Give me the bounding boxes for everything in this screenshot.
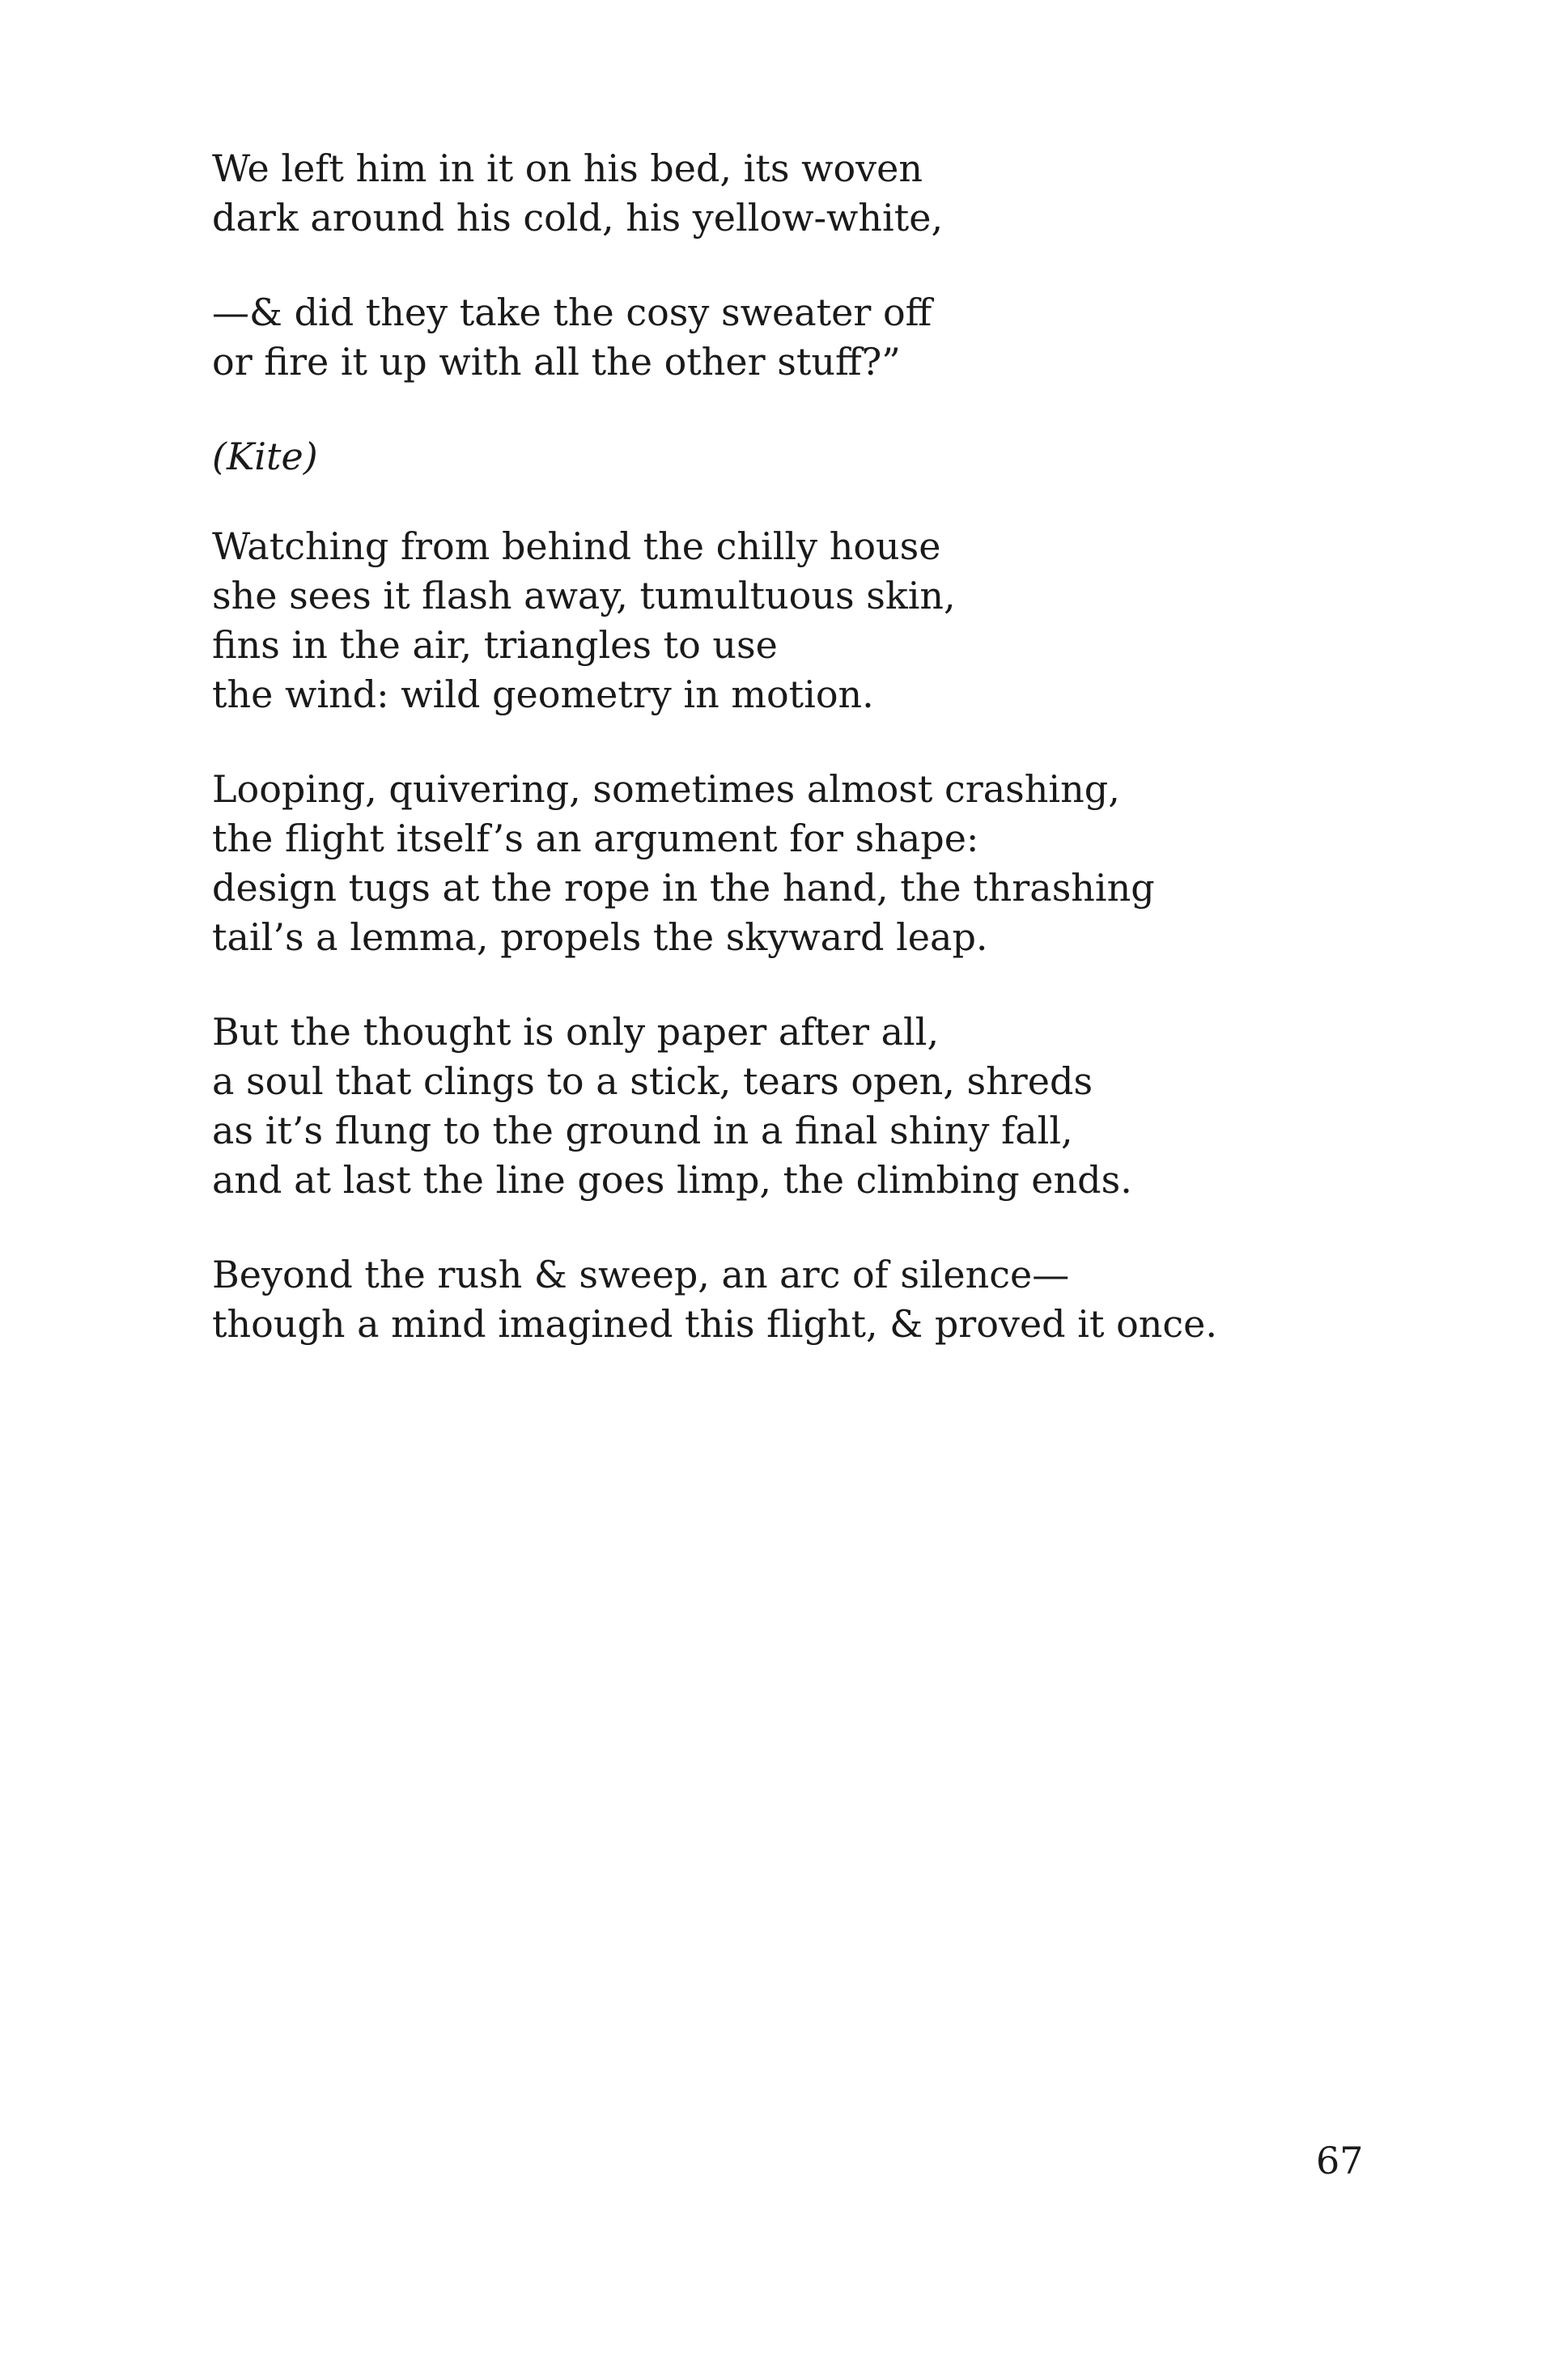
stanza-4 [212,765,1458,962]
poem-line: dark around his cold, his yellow-white, [212,196,944,240]
poem-line: a soul that clings to a stick, tears open, shreds [212,1059,1093,1103]
poem-line: though a mind imagined this flight, & proved it once. [212,1302,1217,1346]
poem-line: tail’s a lemma, propels the skyward leap. [212,915,988,959]
stanza-3 [212,522,1458,719]
poem-line: the wind: wild geometry in motion. [212,672,874,716]
poem-line: as it’s flung to the ground in a final shiny fall, [212,1109,1073,1152]
poem-line: and at last the line goes limp, the climbing ends. [212,1158,1132,1202]
poem-line: the flight itself’s an argument for shape: [212,817,979,860]
stanza-1 [212,144,1458,243]
poem-line: or fire it up with all the other stuff?” [212,340,901,384]
poem-line: design tugs at the rope in the hand, the thrashing [212,866,1155,910]
poem-line: fins in the air, triangles to use [212,623,778,667]
page-number: 67 [1316,2139,1364,2183]
poem-body [212,144,1458,1394]
poem-line: Watching from behind the chilly house [212,524,941,568]
stanza-2 [212,288,1458,387]
poem-line: she sees it flash away, tumultuous skin, [212,574,956,617]
section-title: (Kite) [212,435,318,478]
poem-line: We left him in it on his bed, its woven [212,146,923,190]
poem-line: Beyond the rush & sweep, an arc of silence— [212,1253,1070,1296]
poem-line: But the thought is only paper after all, [212,1010,940,1054]
poem-line: —& did they take the cosy sweater off [212,291,932,334]
stanza-6 [212,1250,1458,1349]
stanza-5 [212,1008,1458,1205]
poem-line: Looping, quivering, sometimes almost crashing, [212,767,1120,811]
